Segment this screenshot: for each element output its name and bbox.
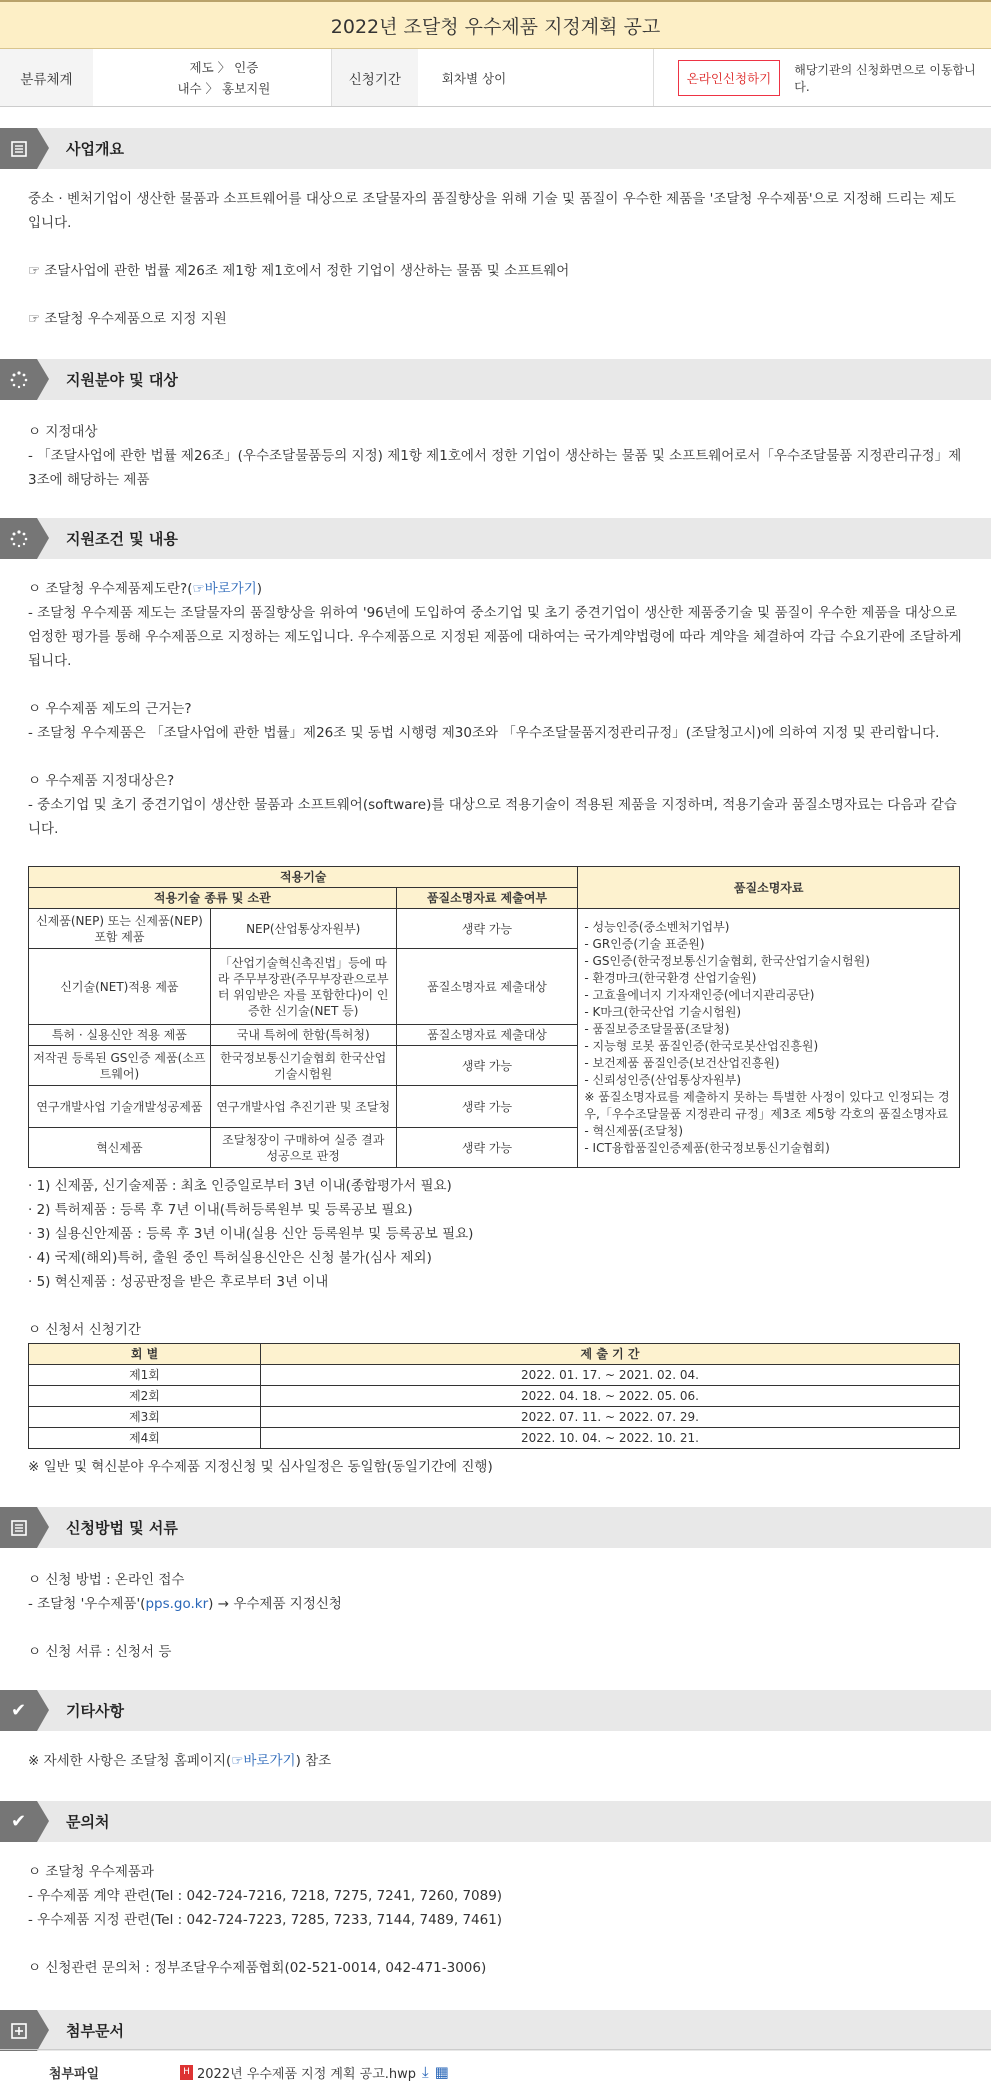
shortcut-link[interactable]: ☞바로가기 (192, 581, 257, 597)
header-range: 제 출 기 간 (261, 1344, 960, 1365)
quality-list-item: - ICT융합품질인증제품(한국정보통신기술협회) (584, 1141, 830, 1155)
quality-list (584, 919, 955, 1157)
period-table (28, 1343, 960, 1449)
notes-list (28, 1174, 968, 1294)
attachment-row (0, 2049, 991, 2094)
table-cell: 신제품(NEP) 또는 신제품(NEP) 포함 제품 (29, 909, 211, 949)
question-1-end: ) (256, 581, 263, 597)
table-cell: 저작권 등록된 GS인증 제품(소프트웨어) (29, 1046, 211, 1086)
table-cell: 품질소명자료 제출대상 (396, 949, 578, 1025)
table-cell: 제1회 (29, 1365, 261, 1386)
period-value: 회차별 상이 (441, 70, 507, 86)
section-etc (0, 1690, 991, 1731)
table-cell: 품질소명자료 제출대상 (396, 1025, 578, 1046)
table-cell: 2022. 04. 18. ~ 2022. 05. 06. (261, 1386, 960, 1407)
online-apply-button[interactable]: 온라인신청하기 (678, 60, 781, 96)
quality-list-item: - 혁신제품(조달청) (584, 1124, 684, 1138)
check-icon: ✔ (0, 1801, 37, 1842)
attachment-label: 첨부파일 (48, 2066, 100, 2082)
table-cell: 조달청장이 구매하여 실증 결과 성공으로 판정 (210, 1128, 396, 1168)
quality-list-item: - 환경마크(한국환경 산업기술원) (584, 971, 757, 985)
section-title: 사업개요 (66, 140, 124, 158)
table-cell: 신기술(NET)적용 제품 (29, 949, 211, 1025)
table-cell: NEP(산업통상자원부) (210, 909, 396, 949)
method-line: ㅇ 신청 서류 : 신청서 등 (28, 1644, 172, 1660)
question-2: ㅇ 우수제품 제도의 근거는? (28, 701, 192, 717)
header-tech: 적용기술 (29, 867, 578, 888)
section-contact (0, 1801, 991, 1842)
meta-bar (0, 49, 991, 107)
section-title: 첨부문서 (66, 2022, 124, 2040)
quality-list-item: - 보건제품 품질인증(보건산업진흥원) (584, 1056, 780, 1070)
plus-box-icon (0, 2010, 37, 2051)
category-label: 분류체계 (0, 49, 93, 106)
etc-text: ※ 자세한 사항은 조달청 홈페이지( (28, 1753, 232, 1769)
document-icon (0, 1507, 37, 1548)
table-cell: 생략 가능 (396, 1128, 578, 1168)
contact-line: ㅇ 조달청 우수제품과 (28, 1864, 154, 1880)
answer-1: - 조달청 우수제품 제도는 조달물자의 품질향상을 위하여 '96년에 도입하여 중소기업 및 초기 중견기업이 생산한 제품중기술 및 품질이 우수한 제품을 대상으로 엄정한 평가를 통해 우수제품으로 지정하는 제도입니다. 우수제품으로 지정된 제품에 대하여는 국가계약법령에 따라 계약을 체결하여 각급 수요기관에 조달하게 됩니다. (28, 605, 962, 669)
method-content (28, 1568, 968, 1664)
quality-list-item: - 신뢰성인증(산업통상자원부) (584, 1073, 742, 1087)
contact-line: - 우수제품 계약 관련(Tel : 042-724-7216, 7218, 7275, 7241, 7260, 7089) (28, 1888, 503, 1904)
note-item: · 1) 신제품, 신기술제품 : 최초 인증일로부터 3년 이내(종합평가서 필요) (28, 1178, 452, 1194)
quality-list-item: - K마크(한국산업 기술시험원) (584, 1005, 742, 1019)
table-cell: 특허 · 실용신안 적용 제품 (29, 1025, 211, 1046)
note-item: · 3) 실용신안제품 : 등록 후 3년 이내(실용 신안 등록원부 및 등록공보 필요) (28, 1226, 474, 1242)
category-values (93, 49, 332, 106)
header-quality: 품질소명자료 (578, 867, 960, 909)
section-title: 지원조건 및 내용 (66, 530, 178, 548)
answer-3: - 중소기업 및 초기 중견기업이 생산한 물품과 소프트웨어(software)를 대상으로 적용기술이 적용된 제품을 지정하며, 적용기술과 품질소명자료는 다음과 같습니다. (28, 797, 957, 837)
download-icon[interactable]: ⤓ (422, 2063, 429, 2081)
contact-line: - 우수제품 지정 관련(Tel : 042-724-7223, 7285, 7233, 7144, 7489, 7461) (28, 1912, 503, 1928)
header-round: 회 별 (29, 1344, 261, 1365)
table-cell: 2022. 01. 17. ~ 2021. 02. 04. (261, 1365, 960, 1386)
category-1: 제도 〉 인증 (189, 60, 259, 75)
table-cell: 2022. 10. 04. ~ 2022. 10. 21. (261, 1428, 960, 1449)
attachment-file-link[interactable]: 2022년 우수제품 지정 계획 공고.hwp (197, 2066, 417, 2082)
quality-list-item: - GR인증(기술 표준원) (584, 937, 705, 951)
section-overview (0, 128, 991, 169)
table-cell: 제2회 (29, 1386, 261, 1407)
table-cell: 혁신제품 (29, 1128, 211, 1168)
quality-list-item: - 지능형 로봇 품질인증(한국로봇산업진흥원) (584, 1039, 819, 1053)
table-cell: 제3회 (29, 1407, 261, 1428)
table-cell: 제4회 (29, 1428, 261, 1449)
header-submit: 품질소명자료 제출여부 (396, 888, 578, 909)
overview-text: 중소 · 벤처기업이 생산한 물품과 소프트웨어를 대상으로 조달물자의 품질향상을 위해 기술 및 품질이 우수한 제품을 '조달청 우수제품'으로 지정해 드리는 제도입니다. (28, 191, 956, 231)
method-line: - 조달청 '우수제품'( (28, 1596, 146, 1612)
document-icon (0, 128, 37, 169)
preview-icon[interactable]: ▦ (434, 2063, 449, 2081)
question-3: ㅇ 우수제품 지정대상은? (28, 773, 175, 789)
table-cell: 연구개발사업 추진기관 및 조달청 (210, 1086, 396, 1128)
quality-list-item: - 고효율에너지 기자재인증(에너지관리공단) (584, 988, 815, 1002)
note-item: · 5) 혁신제품 : 성공판정을 받은 후로부터 3년 이내 (28, 1274, 329, 1290)
contact-line: ㅇ 신청관련 문의처 : 정부조달우수제품협회(02-521-0014, 042-471-3006) (28, 1960, 487, 1976)
overview-bullet: ☞ 조달청 우수제품으로 지정 지원 (28, 311, 227, 327)
contact-content (28, 1860, 968, 1980)
header-kind: 적용기술 종류 및 소관 (29, 888, 397, 909)
quality-list-cell (578, 909, 960, 1168)
table-cell: 생략 가능 (396, 909, 578, 949)
check-icon: ✔ (0, 1690, 37, 1731)
table-cell: 한국정보통신기술협회 한국산업기술시험원 (210, 1046, 396, 1086)
table-cell: 연구개발사업 기술개발성공제품 (29, 1086, 211, 1128)
etc-text: ) 참조 (295, 1753, 332, 1769)
method-line: ) → 우수제품 지정신청 (208, 1596, 342, 1612)
section-title: 지원분야 및 대상 (66, 371, 178, 389)
quality-list-item: - 품질보증조달물품(조달청) (584, 1022, 730, 1036)
target-content (28, 420, 968, 492)
table-cell: 「산업기술혁신촉진법」등에 따라 주무부장관(주무부장관으로부터 위임받은 자를 포함한다)이 인증한 신기술(NET 등) (210, 949, 396, 1025)
period-label: 신청기간 (332, 49, 418, 106)
table-cell: 국내 특허에 한함(특허청) (210, 1025, 396, 1046)
method-line: ㅇ 신청 방법 : 온라인 접수 (28, 1572, 185, 1588)
note-item: · 4) 국제(해외)특허, 출원 중인 특허실용신안은 신청 불가(심사 제외) (28, 1250, 432, 1266)
hwp-file-icon: H (180, 2065, 193, 2080)
overview-bullet: ☞ 조달사업에 관한 법률 제26조 제1항 제1호에서 정한 기업이 생산하는 물품 및 소프트웨어 (28, 263, 570, 279)
quality-list-item: - 성능인증(중소벤처기업부) (584, 920, 730, 934)
table-cell: 생략 가능 (396, 1046, 578, 1086)
question-1: ㅇ 조달청 우수제품제도란?( (28, 581, 193, 597)
section-support-target (0, 359, 991, 400)
section-attachments (0, 2010, 991, 2051)
period-note: ※ 일반 및 혁신분야 우수제품 지정신청 및 심사일정은 동일함(동일기간에 진행) (28, 1459, 493, 1475)
target-heading: ㅇ 지정대상 (28, 424, 98, 440)
category-2: 내수 〉 홍보지원 (177, 81, 271, 96)
section-method (0, 1507, 991, 1548)
period-heading: ㅇ 신청서 신청기간 (28, 1322, 141, 1338)
section-conditions (0, 518, 991, 559)
apply-note: 해당기관의 신청화면으로 이동합니다. (794, 62, 976, 94)
homepage-link[interactable]: ☞바로가기 (231, 1753, 296, 1769)
quality-list-item: - GS인증(한국정보통신기술협회, 한국산업기술시험원) (584, 954, 870, 968)
conditions-content (28, 577, 968, 841)
note-item: · 2) 특허제품 : 등록 후 7년 이내(특허등록원부 및 등록공보 필요) (28, 1202, 413, 1218)
table-cell: 2022. 07. 11. ~ 2022. 07. 29. (261, 1407, 960, 1428)
section-title: 신청방법 및 서류 (66, 1519, 178, 1537)
overview-content (28, 187, 968, 331)
table-cell: 생략 가능 (396, 1086, 578, 1128)
target-text: - 「조달사업에 관한 법률 제26조」(우수조달물품등의 지정) 제1항 제1호에서 정한 기업이 생산하는 물품 및 소프트웨어로서「우수조달물품 지정관리규정」제3조에 해당하는 제품 (28, 448, 962, 488)
quality-list-item: ※ 품질소명자료를 제출하지 못하는 특별한 사정이 있다고 인정되는 경우,「우수조달물품 지정관리 규정」제3조 제5항 각호의 품질소명자료 (584, 1090, 950, 1121)
section-title: 문의처 (66, 1813, 110, 1831)
loading-dots-icon (0, 518, 37, 559)
loading-dots-icon (0, 359, 37, 400)
page-title: 2022년 조달청 우수제품 지정계획 공고 (0, 0, 991, 49)
tech-table (28, 866, 960, 1168)
etc-content (28, 1749, 968, 1773)
answer-2: - 조달청 우수제품은 「조달사업에 관한 법률」제26조 및 동법 시행령 제30조와 「우수조달물품지정관리규정」(조달청고시)에 의하여 지정 및 관리합니다. (28, 725, 940, 741)
section-title: 기타사항 (66, 1702, 124, 1720)
pps-link[interactable]: pps.go.kr (145, 1596, 209, 1612)
